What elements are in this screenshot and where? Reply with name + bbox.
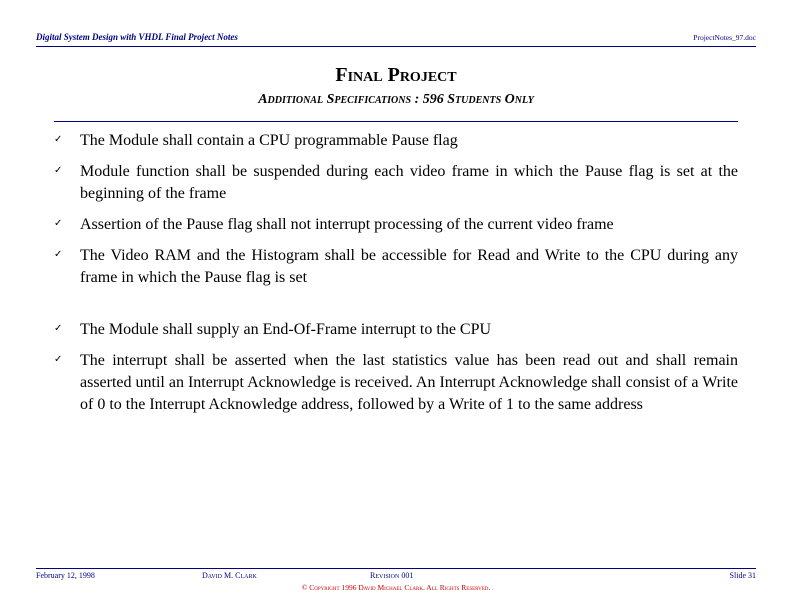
footer-copyright: © Copyright 1996 David Michael Clark. All Rights Reserved. [301,583,491,592]
header-filename: ProjectNotes_97.doc [693,33,756,42]
check-bullet-icon: ✓ [54,249,63,260]
list-item-text: The interrupt shall be asserted when the last statistics value has been read out and shall remain asserted until an Interrupt Acknowledge is received. An Interrupt Acknowledge shall consist of a Write of 0 to the Interrupt Acknowledge address, followed by a Write of 1 to the same address [80,352,738,413]
title-divider [54,121,738,122]
check-bullet-icon: ✓ [54,354,63,365]
footer-date: February 12, 1998 [36,571,95,580]
list-item-text: The Module shall contain a CPU programmable Pause flag [80,132,458,149]
footer-author: David M. Clark [202,571,257,580]
list-item [54,245,738,289]
check-bullet-icon: ✓ [54,165,63,176]
page-title: Final Project [335,64,457,86]
footer-slide-number: Slide 31 [729,571,756,580]
list-item [54,214,738,236]
list-item [54,161,738,205]
bullet-list [54,130,738,425]
list-item-text: The Video RAM and the Histogram shall be accessible for Read and Write to the CPU during any frame in which the Pause flag is set [80,247,738,286]
header-course-title: Digital System Design with VHDL Final Project Notes [36,32,238,42]
check-bullet-icon: ✓ [54,323,63,334]
footer-divider [36,568,756,569]
list-item-text: Module function shall be suspended during each video frame in which the Pause flag is set at the beginning of the frame [80,163,738,202]
check-bullet-icon: ✓ [54,134,63,145]
list-item-text: Assertion of the Pause flag shall not interrupt processing of the current video frame [80,216,614,233]
list-item-text: The Module shall supply an End-Of-Frame interrupt to the CPU [80,321,492,338]
footer-revision: Revision 001 [370,571,414,580]
list-item [54,350,738,416]
list-item [54,130,738,152]
header-divider [36,46,756,47]
check-bullet-icon: ✓ [54,218,63,229]
list-item [54,319,738,341]
page-subtitle: Additional Specifications : 596 Students Only [258,92,534,107]
